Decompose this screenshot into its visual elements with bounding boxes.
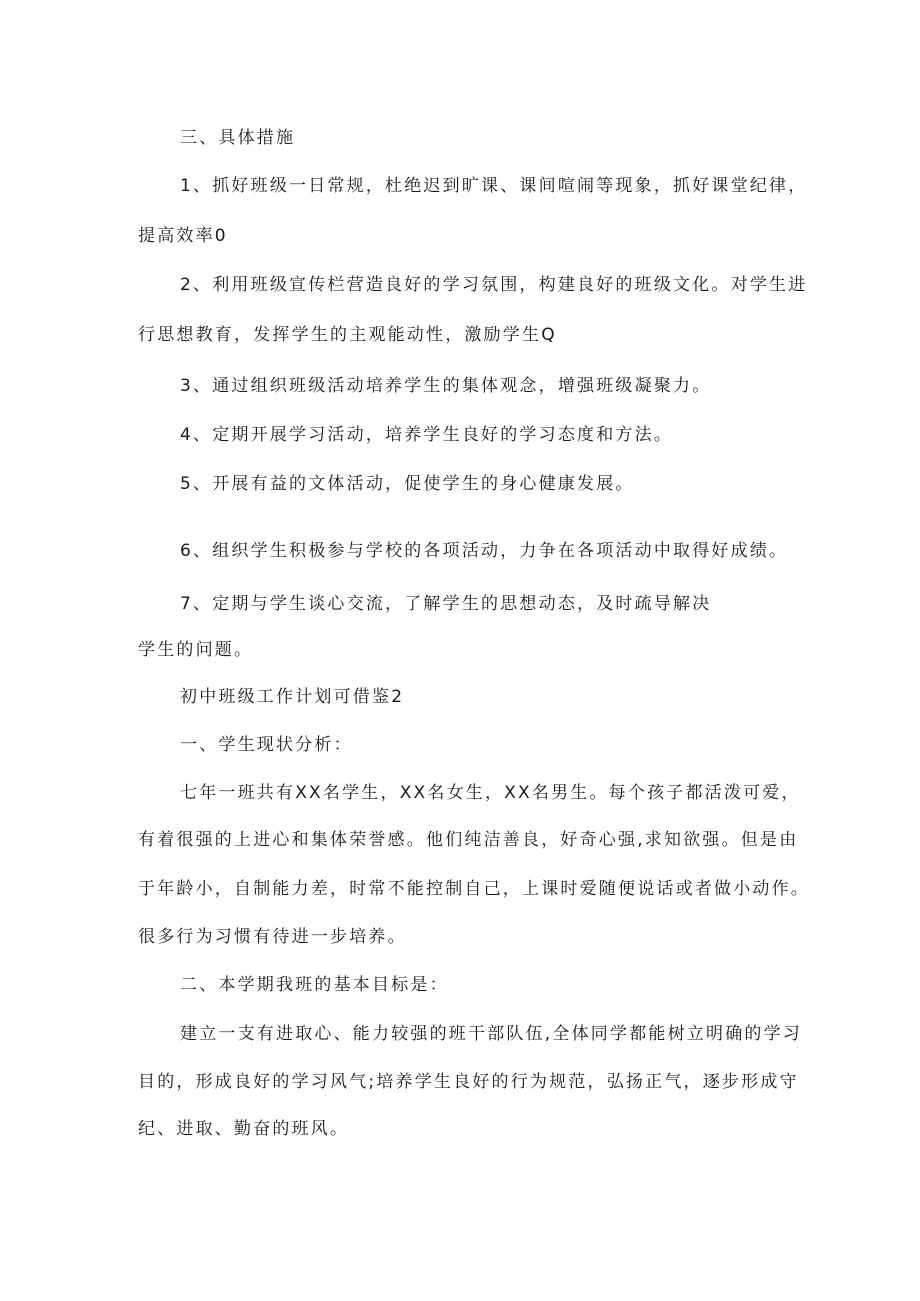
goal-line-3: 纪、进取、勤奋的班风。: [138, 1119, 350, 1139]
measure-item-1-cont: 提高效率0: [138, 226, 228, 246]
measure-item-2: 2、利用班级宣传栏营造良好的学习氛围，构建良好的班级文化。对学生进: [180, 275, 808, 295]
measure-item-1: 1、抓好班级一日常规，杜绝迟到旷课、课间喧闹等现象，抓好课堂纪律，: [180, 176, 808, 196]
plan-title: 初中班级工作计划可借鉴2: [180, 687, 405, 707]
measure-item-5: 5、开展有益的文体活动，促使学生的身心健康发展。: [180, 474, 635, 494]
goal-line-2: 目的，形成良好的学习风气;培养学生良好的行为规范，弘扬正气，逐步形成守: [138, 1072, 799, 1092]
section-heading: 三、具体措施: [180, 128, 296, 148]
analysis-line-4: 很多行为习惯有待进一步培养。: [138, 927, 407, 947]
goal-heading: 二、本学期我班的基本目标是：: [180, 975, 449, 995]
goal-line-1: 建立一支有进取心、能力较强的班干部队伍,全体同学都能树立明确的学习: [180, 1024, 803, 1044]
measure-item-7-cont: 学生的问题。: [138, 640, 254, 660]
measure-item-7: 7、定期与学生谈心交流，了解学生的思想动态，及时疏导解决: [180, 594, 712, 614]
analysis-heading: 一、学生现状分析：: [180, 735, 353, 755]
analysis-line-1: 七年一班共有XX名学生，XX名女生，XX名男生。每个孩子都活泼可爱，: [180, 783, 801, 803]
measure-item-3: 3、通过组织班级活动培养学生的集体观念，增强班级凝聚力。: [180, 376, 712, 396]
measure-item-4: 4、定期开展学习活动，培养学生良好的学习态度和方法。: [180, 425, 674, 445]
measure-item-2-cont: 行思想教育，发挥学生的主观能动性，激励学生Q: [138, 325, 557, 345]
analysis-line-3: 于年龄小，自制能力差，时常不能控制自己，上课时爱随便说话或者做小动作。: [138, 879, 810, 899]
measure-item-6: 6、组织学生积极参与学校的各项活动，力争在各项活动中取得好成绩。: [180, 541, 789, 561]
analysis-line-2: 有着很强的上进心和集体荣誉感。他们纯洁善良，好奇心强,求知欲强。但是由: [138, 830, 799, 850]
